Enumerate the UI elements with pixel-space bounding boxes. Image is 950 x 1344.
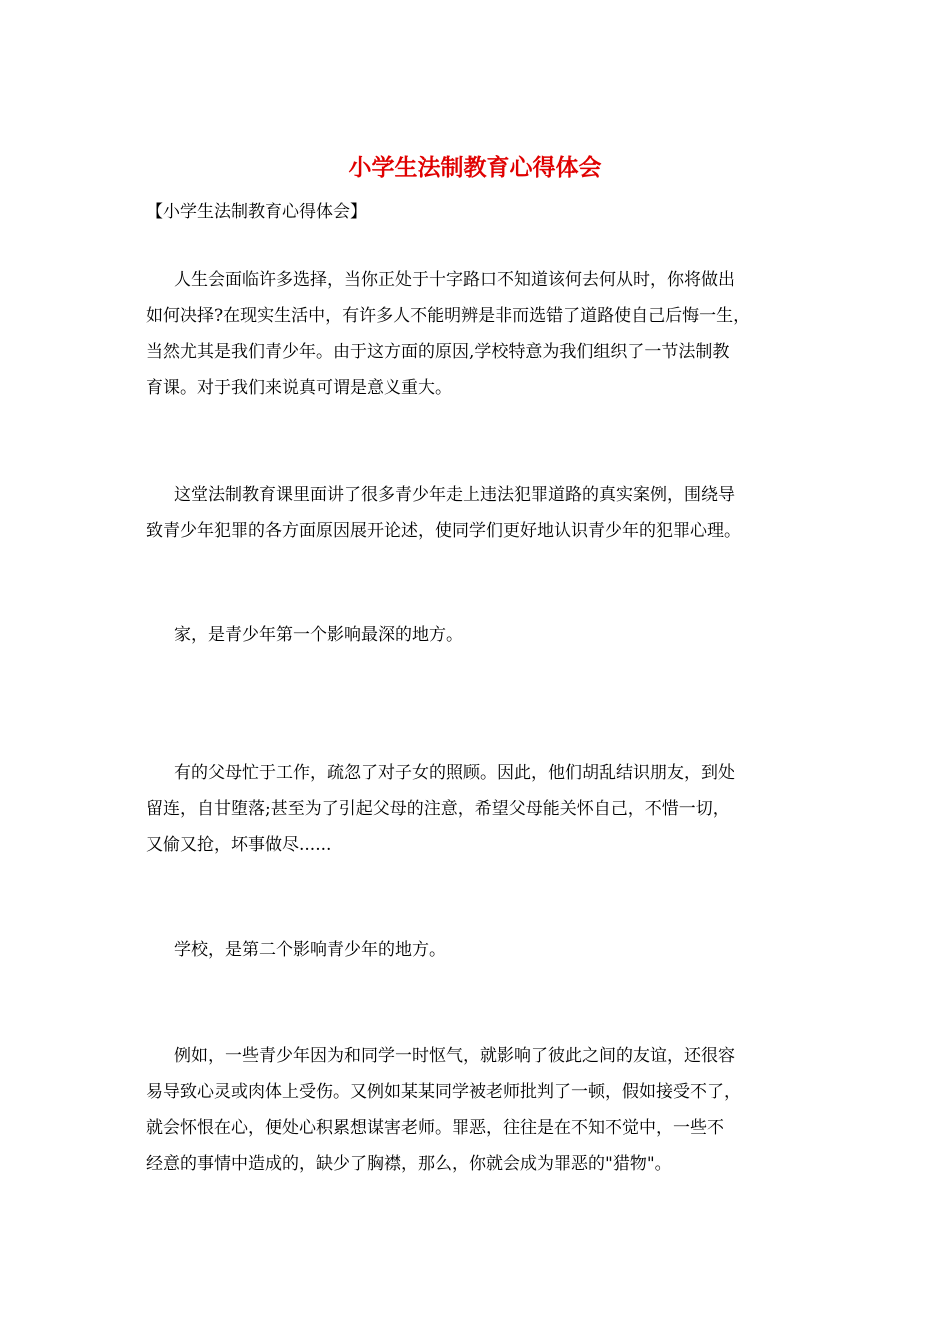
- paragraph-line: 留连，自甘堕落;甚至为了引起父母的注意，希望父母能关怀自己，不惜一切，: [146, 799, 730, 819]
- paragraph-line: 家，是青少年第一个影响最深的地方。: [174, 625, 463, 645]
- document-subtitle: 【小学生法制教育心得体会】: [146, 202, 367, 222]
- paragraph-line: 如何决择?在现实生活中，有许多人不能明辨是非而选错了道路使自己后悔一生，: [146, 306, 751, 326]
- paragraph-family: [146, 617, 826, 653]
- paragraph-life-choices: [146, 262, 826, 406]
- paragraph-line: 育课。对于我们来说真可谓是意义重大。: [146, 378, 452, 398]
- paragraph-line: 当然尤其是我们青少年。由于这方面的原因,学校特意为我们组织了一节法制教: [146, 342, 730, 362]
- paragraph-parents-busy: [146, 755, 826, 863]
- paragraph-line: 易导致心灵或肉体上受伤。又例如某某同学被老师批判了一顿，假如接受不了，: [146, 1082, 741, 1102]
- paragraph-line: 经意的事情中造成的，缺少了胸襟，那么，你就会成为罪恶的"猎物"。: [146, 1154, 672, 1174]
- paragraph-school: [146, 932, 826, 968]
- paragraph-line: 又偷又抢，坏事做尽......: [146, 835, 332, 855]
- document-title: 小学生法制教育心得体会: [348, 154, 602, 181]
- paragraph-line: 致青少年犯罪的各方面原因展开论述，使同学们更好地认识青少年的犯罪心理。: [146, 521, 741, 541]
- paragraph-line: 有的父母忙于工作，疏忽了对子女的照顾。因此，他们胡乱结识朋友，到处: [174, 763, 735, 783]
- paragraph-line: 例如，一些青少年因为和同学一时怄气，就影响了彼此之间的友谊，还很容: [174, 1046, 735, 1066]
- paragraph-examples: [146, 1038, 826, 1182]
- paragraph-legal-class: [146, 477, 826, 549]
- paragraph-line: 人生会面临许多选择，当你正处于十字路口不知道该何去何从时，你将做出: [174, 270, 735, 290]
- paragraph-line: 这堂法制教育课里面讲了很多青少年走上违法犯罪道路的真实案例，围绕导: [174, 485, 735, 505]
- paragraph-line: 学校，是第二个影响青少年的地方。: [174, 940, 446, 960]
- paragraph-line: 就会怀恨在心，便处心积累想谋害老师。罪恶，往往是在不知不觉中，一些不: [146, 1118, 724, 1138]
